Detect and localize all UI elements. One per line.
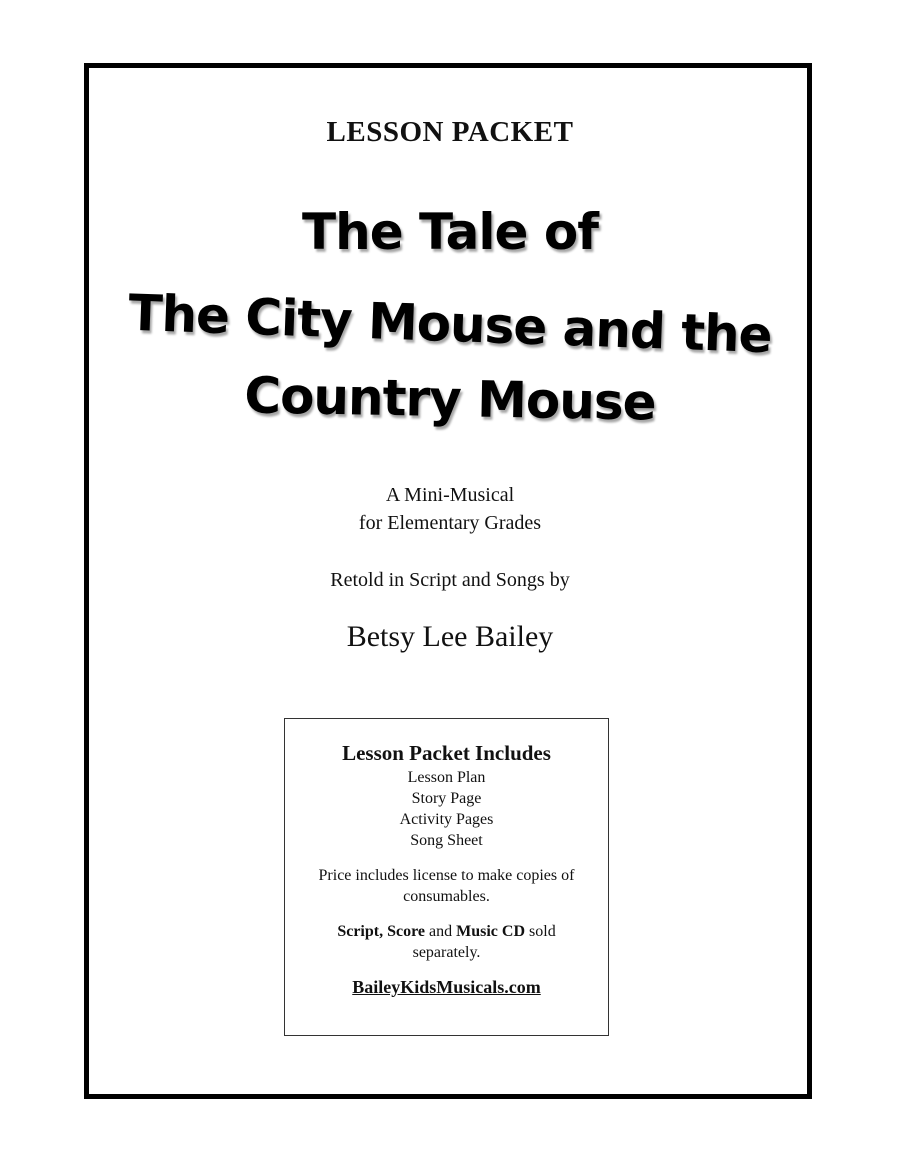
info-box-heading: Lesson Packet Includes xyxy=(342,741,551,765)
music-cd-label: Music CD xyxy=(456,923,526,940)
sold-separately-tail: sold separately. xyxy=(412,923,556,961)
list-item: Song Sheet xyxy=(410,832,483,849)
eyebrow-label: LESSON PACKET xyxy=(326,116,574,148)
list-item: Activity Pages xyxy=(399,811,494,828)
website-link[interactable]: BaileyKidsMusicals.com xyxy=(352,977,541,997)
list-item: Story Page xyxy=(411,790,482,807)
retold-credit: Retold in Script and Songs by xyxy=(330,569,570,591)
list-item: Lesson Plan xyxy=(407,769,486,786)
title-line-3: Country Mouse xyxy=(243,366,657,432)
and-text: and xyxy=(429,923,453,940)
subtitle-line-2: for Elementary Grades xyxy=(358,512,542,534)
included-items-list xyxy=(285,767,608,851)
info-box xyxy=(284,718,609,1036)
title-line-2: The City Mouse and the xyxy=(127,283,773,365)
script-label: Script, xyxy=(337,923,384,940)
author-name: Betsy Lee Bailey xyxy=(346,620,554,653)
score-label: Score xyxy=(387,923,426,940)
subtitle-line-1: A Mini-Musical xyxy=(385,484,515,506)
title-line-1: The Tale of xyxy=(302,203,598,261)
sold-separately-note xyxy=(311,921,582,963)
license-note: Price includes license to make copies of consumables. xyxy=(318,867,575,905)
